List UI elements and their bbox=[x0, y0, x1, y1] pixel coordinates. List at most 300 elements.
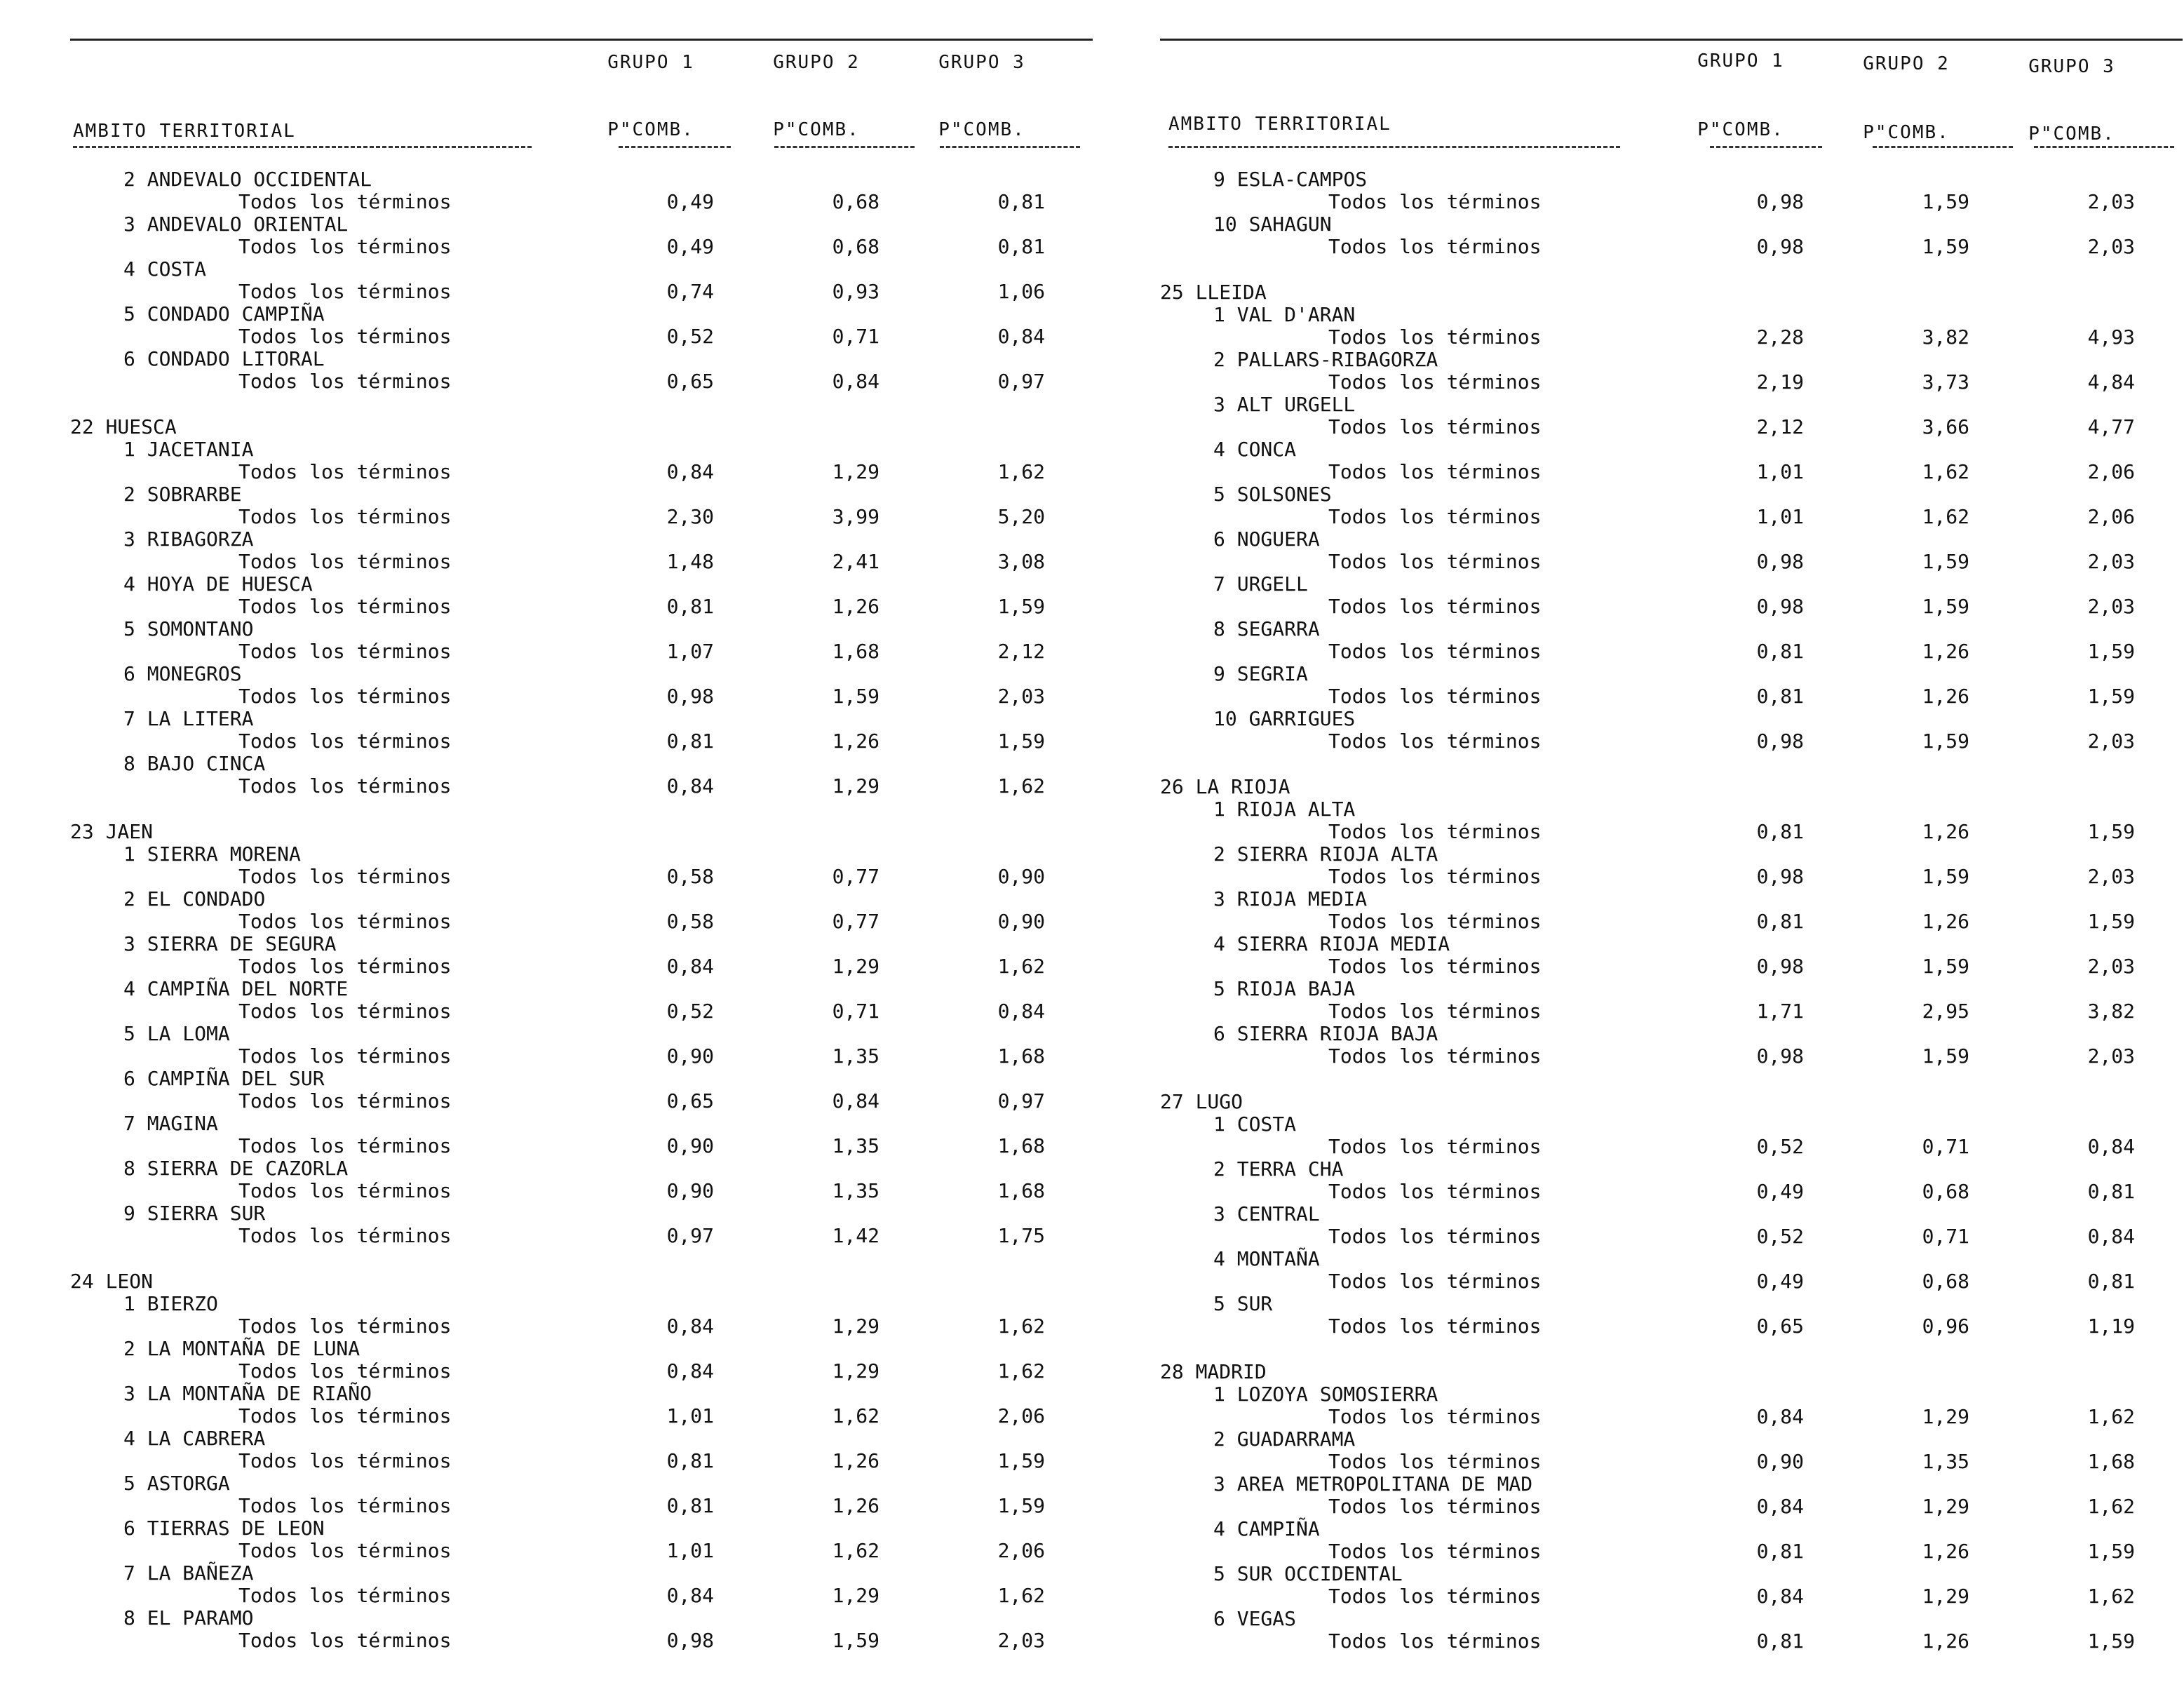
term-label: Todos los términos bbox=[1328, 640, 1542, 663]
comarca-name: 1 RIOJA ALTA bbox=[1213, 798, 1356, 821]
value-grupo-3: 2,03 bbox=[2087, 550, 2135, 573]
value-grupo-1: 0,81 bbox=[666, 730, 714, 753]
value-grupo-2: 2,95 bbox=[1922, 1000, 1969, 1023]
header-pcomb-1: P"COMB. bbox=[1697, 119, 1784, 140]
comarca-name: 2 EL CONDADO bbox=[123, 887, 266, 910]
comarca-row bbox=[1160, 663, 2184, 685]
value-grupo-1: 0,65 bbox=[666, 1089, 714, 1113]
term-row bbox=[1160, 1225, 2184, 1248]
province-name: 26 LA RIOJA bbox=[1160, 775, 1290, 798]
term-row bbox=[70, 236, 1094, 258]
comarca-name: 4 CONCA bbox=[1213, 438, 1297, 461]
term-row bbox=[70, 596, 1094, 618]
term-row bbox=[1160, 1630, 2184, 1653]
value-grupo-2: 1,29 bbox=[832, 774, 879, 798]
term-row bbox=[70, 955, 1094, 978]
comarca-name: 5 CONDADO CAMPIÑA bbox=[123, 302, 325, 325]
value-grupo-3: 4,77 bbox=[2087, 415, 2135, 438]
term-row bbox=[70, 191, 1094, 213]
value-grupo-2: 1,62 bbox=[832, 1404, 879, 1427]
value-grupo-1: 2,28 bbox=[1756, 325, 1804, 349]
comarca-row bbox=[70, 528, 1094, 551]
value-grupo-1: 0,49 bbox=[1756, 1270, 1804, 1293]
value-grupo-3: 2,03 bbox=[2087, 955, 2135, 978]
term-label: Todos los términos bbox=[238, 1449, 452, 1472]
value-grupo-3: 2,12 bbox=[997, 640, 1045, 663]
comarca-name: 2 SIERRA RIOJA ALTA bbox=[1213, 842, 1438, 866]
term-label: Todos los términos bbox=[1328, 730, 1542, 753]
comarca-name: 7 LA BAÑEZA bbox=[123, 1561, 254, 1585]
comarca-row bbox=[70, 978, 1094, 1000]
value-grupo-3: 3,82 bbox=[2087, 1000, 2135, 1023]
comarca-name: 3 LA MONTAÑA DE RIAÑO bbox=[123, 1382, 372, 1405]
term-label: Todos los términos bbox=[238, 1179, 452, 1202]
value-grupo-2: 3,99 bbox=[832, 505, 879, 528]
comarca-row bbox=[1160, 843, 2184, 866]
value-grupo-1: 0,49 bbox=[666, 235, 714, 258]
value-grupo-2: 1,26 bbox=[832, 1449, 879, 1472]
header-grupo-2: GRUPO 2 bbox=[773, 52, 860, 73]
term-row bbox=[70, 1315, 1094, 1338]
province-name: 28 MADRID bbox=[1160, 1360, 1267, 1383]
value-grupo-2: 0,96 bbox=[1922, 1315, 1969, 1338]
value-grupo-3: 0,84 bbox=[2087, 1135, 2135, 1158]
comarca-name: 5 SUR OCCIDENTAL bbox=[1213, 1562, 1403, 1585]
value-grupo-1: 0,81 bbox=[1756, 1629, 1804, 1653]
value-grupo-3: 2,03 bbox=[2087, 190, 2135, 213]
value-grupo-1: 0,49 bbox=[1756, 1180, 1804, 1203]
value-grupo-1: 0,98 bbox=[666, 685, 714, 708]
comarca-name: 8 EL PARAMO bbox=[123, 1606, 254, 1629]
value-grupo-2: 1,29 bbox=[832, 460, 879, 483]
term-label: Todos los términos bbox=[238, 865, 452, 888]
value-grupo-3: 1,68 bbox=[2087, 1450, 2135, 1473]
value-grupo-1: 0,90 bbox=[666, 1134, 714, 1157]
value-grupo-1: 0,58 bbox=[666, 865, 714, 888]
value-grupo-2: 0,77 bbox=[832, 910, 879, 933]
term-row bbox=[1160, 1000, 2184, 1023]
value-grupo-2: 1,26 bbox=[1922, 640, 1969, 663]
value-grupo-2: 1,26 bbox=[1922, 1540, 1969, 1563]
comarca-name: 3 CENTRAL bbox=[1213, 1202, 1320, 1225]
term-label: Todos los términos bbox=[1328, 460, 1542, 483]
comarca-row bbox=[1160, 394, 2184, 416]
value-grupo-3: 1,62 bbox=[2087, 1495, 2135, 1518]
header-dashed-rule bbox=[1873, 146, 2013, 148]
value-grupo-2: 1,26 bbox=[1922, 910, 1969, 933]
value-grupo-3: 1,62 bbox=[997, 955, 1045, 978]
value-grupo-3: 1,62 bbox=[2087, 1405, 2135, 1428]
term-label: Todos los términos bbox=[1328, 865, 1542, 888]
value-grupo-1: 1,01 bbox=[1756, 460, 1804, 483]
province-heading bbox=[70, 416, 1094, 438]
term-label: Todos los términos bbox=[1328, 685, 1542, 708]
value-grupo-3: 1,68 bbox=[997, 1044, 1045, 1068]
term-label: Todos los términos bbox=[238, 640, 452, 663]
value-grupo-3: 3,08 bbox=[997, 550, 1045, 573]
comarca-name: 2 GUADARRAMA bbox=[1213, 1427, 1356, 1451]
comarca-row bbox=[1160, 1428, 2184, 1451]
term-row bbox=[70, 1000, 1094, 1023]
term-label: Todos los términos bbox=[1328, 190, 1542, 213]
value-grupo-3: 2,03 bbox=[997, 685, 1045, 708]
term-label: Todos los términos bbox=[1328, 1495, 1542, 1518]
comarca-row bbox=[70, 1472, 1094, 1495]
term-label: Todos los términos bbox=[1328, 1225, 1542, 1248]
value-grupo-1: 0,84 bbox=[666, 1315, 714, 1338]
term-row bbox=[70, 325, 1094, 348]
value-grupo-1: 1,01 bbox=[1756, 505, 1804, 528]
value-grupo-2: 0,68 bbox=[1922, 1270, 1969, 1293]
comarca-row bbox=[1160, 618, 2184, 640]
comarca-row bbox=[70, 1517, 1094, 1540]
value-grupo-2: 3,73 bbox=[1922, 370, 1969, 394]
value-grupo-3: 2,06 bbox=[997, 1539, 1045, 1562]
header-dashed-rule bbox=[774, 146, 915, 148]
comarca-name: 2 SOBRARBE bbox=[123, 483, 242, 506]
term-label: Todos los términos bbox=[1328, 1450, 1542, 1473]
term-label: Todos los términos bbox=[238, 1044, 452, 1068]
value-grupo-1: 0,74 bbox=[666, 280, 714, 303]
comarca-row bbox=[1160, 349, 2184, 371]
term-label: Todos los términos bbox=[238, 685, 452, 708]
comarca-name: 6 SIERRA RIOJA BAJA bbox=[1213, 1022, 1438, 1045]
term-label: Todos los términos bbox=[238, 955, 452, 978]
term-label: Todos los términos bbox=[238, 1539, 452, 1562]
value-grupo-2: 1,59 bbox=[1922, 865, 1969, 888]
term-row bbox=[1160, 821, 2184, 843]
term-label: Todos los términos bbox=[1328, 1270, 1542, 1293]
term-row bbox=[70, 1495, 1094, 1517]
header-grupo-1: GRUPO 1 bbox=[607, 52, 694, 73]
value-grupo-1: 2,12 bbox=[1756, 415, 1804, 438]
term-label: Todos los términos bbox=[1328, 550, 1542, 573]
value-grupo-2: 1,29 bbox=[832, 1359, 879, 1383]
term-label: Todos los términos bbox=[238, 325, 452, 348]
comarca-name: 1 JACETANIA bbox=[123, 438, 254, 461]
value-grupo-2: 1,35 bbox=[832, 1134, 879, 1157]
comarca-row bbox=[70, 303, 1094, 325]
value-grupo-3: 1,59 bbox=[2087, 1540, 2135, 1563]
comarca-name: 8 SEGARRA bbox=[1213, 617, 1320, 640]
comarca-name: 2 LA MONTAÑA DE LUNA bbox=[123, 1337, 360, 1360]
value-grupo-2: 1,59 bbox=[1922, 190, 1969, 213]
province-name: 25 LLEIDA bbox=[1160, 281, 1267, 304]
term-label: Todos los términos bbox=[1328, 1315, 1542, 1338]
value-grupo-1: 0,98 bbox=[1756, 730, 1804, 753]
page-left bbox=[70, 0, 1094, 1687]
term-row bbox=[1160, 640, 2184, 663]
term-label: Todos los términos bbox=[1328, 1585, 1542, 1608]
comarca-name: 7 URGELL bbox=[1213, 572, 1308, 596]
comarca-name: 7 LA LITERA bbox=[123, 707, 254, 730]
value-grupo-1: 1,01 bbox=[666, 1539, 714, 1562]
term-label: Todos los términos bbox=[238, 1224, 452, 1247]
term-row bbox=[1160, 191, 2184, 213]
value-grupo-2: 1,68 bbox=[832, 640, 879, 663]
value-grupo-2: 3,82 bbox=[1922, 325, 1969, 349]
value-grupo-3: 0,90 bbox=[997, 865, 1045, 888]
comarca-row bbox=[1160, 933, 2184, 955]
value-grupo-3: 1,59 bbox=[997, 730, 1045, 753]
value-grupo-3: 4,93 bbox=[2087, 325, 2135, 349]
comarca-row bbox=[70, 1338, 1094, 1360]
term-row bbox=[70, 1180, 1094, 1202]
term-row bbox=[1160, 1406, 2184, 1428]
comarca-name: 6 NOGUERA bbox=[1213, 527, 1320, 551]
header-dashed-rule bbox=[619, 146, 731, 148]
term-row bbox=[70, 775, 1094, 798]
value-grupo-3: 1,59 bbox=[2087, 820, 2135, 843]
value-grupo-1: 0,84 bbox=[666, 1584, 714, 1607]
comarca-name: 6 TIERRAS DE LEON bbox=[123, 1517, 325, 1540]
value-grupo-1: 0,98 bbox=[666, 1629, 714, 1652]
value-grupo-3: 2,06 bbox=[2087, 505, 2135, 528]
term-row bbox=[1160, 1045, 2184, 1068]
term-label: Todos los términos bbox=[238, 595, 452, 618]
value-grupo-2: 1,29 bbox=[1922, 1405, 1969, 1428]
comarca-row bbox=[1160, 1563, 2184, 1585]
term-row bbox=[70, 640, 1094, 663]
comarca-name: 1 COSTA bbox=[1213, 1113, 1297, 1136]
comarca-row bbox=[70, 618, 1094, 640]
value-grupo-1: 0,84 bbox=[1756, 1585, 1804, 1608]
value-grupo-2: 1,26 bbox=[832, 730, 879, 753]
value-grupo-2: 0,93 bbox=[832, 280, 879, 303]
value-grupo-1: 0,84 bbox=[666, 774, 714, 798]
value-grupo-2: 1,35 bbox=[832, 1179, 879, 1202]
term-row bbox=[70, 461, 1094, 483]
header-pcomb-3: P"COMB. bbox=[2028, 123, 2115, 144]
comarca-name: 5 SOMONTANO bbox=[123, 617, 254, 640]
comarca-name: 3 AREA METROPOLITANA DE MAD bbox=[1213, 1472, 1533, 1496]
page-right bbox=[1160, 0, 2184, 1687]
value-grupo-3: 2,03 bbox=[2087, 865, 2135, 888]
value-grupo-3: 1,59 bbox=[2087, 640, 2135, 663]
comarca-row bbox=[70, 1113, 1094, 1135]
value-grupo-3: 4,84 bbox=[2087, 370, 2135, 394]
comarca-name: 6 MONEGROS bbox=[123, 662, 242, 685]
term-label: Todos los términos bbox=[238, 505, 452, 528]
value-grupo-2: 0,84 bbox=[832, 370, 879, 393]
value-grupo-2: 1,35 bbox=[1922, 1450, 1969, 1473]
term-row bbox=[1160, 1136, 2184, 1158]
comarca-row bbox=[1160, 1608, 2184, 1630]
comarca-row bbox=[1160, 888, 2184, 910]
value-grupo-2: 1,29 bbox=[832, 955, 879, 978]
data-rows bbox=[1160, 168, 2184, 1653]
value-grupo-1: 0,98 bbox=[1756, 955, 1804, 978]
data-rows bbox=[70, 168, 1094, 1652]
value-grupo-2: 2,41 bbox=[832, 550, 879, 573]
comarca-name: 10 SAHAGUN bbox=[1213, 213, 1332, 236]
comarca-name: 8 BAJO CINCA bbox=[123, 752, 266, 775]
term-row bbox=[1160, 1315, 2184, 1338]
header-pcomb-2: P"COMB. bbox=[773, 119, 860, 140]
comarca-name: 6 VEGAS bbox=[1213, 1607, 1297, 1630]
header-grupo-3: GRUPO 3 bbox=[2028, 56, 2115, 77]
comarca-row bbox=[1160, 708, 2184, 730]
comarca-name: 5 SUR bbox=[1213, 1292, 1273, 1315]
term-label: Todos los términos bbox=[1328, 1135, 1542, 1158]
value-grupo-3: 2,03 bbox=[2087, 595, 2135, 618]
row-spacer bbox=[70, 1247, 1094, 1270]
value-grupo-1: 0,84 bbox=[1756, 1405, 1804, 1428]
comarca-row bbox=[1160, 798, 2184, 821]
value-grupo-1: 0,98 bbox=[1756, 190, 1804, 213]
value-grupo-1: 0,84 bbox=[666, 460, 714, 483]
comarca-row bbox=[1160, 978, 2184, 1000]
value-grupo-1: 0,52 bbox=[666, 1000, 714, 1023]
value-grupo-1: 0,90 bbox=[1756, 1450, 1804, 1473]
comarca-row bbox=[70, 1562, 1094, 1585]
term-row bbox=[1160, 1540, 2184, 1563]
comarca-row bbox=[1160, 1248, 2184, 1270]
value-grupo-2: 1,29 bbox=[1922, 1585, 1969, 1608]
comarca-row bbox=[1160, 304, 2184, 326]
comarca-row bbox=[70, 573, 1094, 596]
comarca-name: 3 RIOJA MEDIA bbox=[1213, 887, 1368, 910]
value-grupo-3: 1,59 bbox=[997, 1449, 1045, 1472]
value-grupo-1: 0,52 bbox=[666, 325, 714, 348]
comarca-name: 4 CAMPIÑA DEL NORTE bbox=[123, 977, 349, 1000]
header-pcomb-2: P"COMB. bbox=[1863, 122, 1950, 143]
term-row bbox=[70, 506, 1094, 528]
comarca-row bbox=[70, 663, 1094, 685]
comarca-row bbox=[1160, 1293, 2184, 1315]
row-spacer bbox=[1160, 753, 2184, 776]
comarca-row bbox=[70, 1383, 1094, 1405]
value-grupo-1: 1,48 bbox=[666, 550, 714, 573]
value-grupo-2: 1,59 bbox=[832, 1629, 879, 1652]
comarca-row bbox=[1160, 1113, 2184, 1136]
value-grupo-1: 0,84 bbox=[1756, 1495, 1804, 1518]
comarca-row bbox=[70, 213, 1094, 236]
value-grupo-2: 1,26 bbox=[832, 1494, 879, 1517]
value-grupo-3: 2,03 bbox=[2087, 730, 2135, 753]
value-grupo-3: 1,62 bbox=[997, 1584, 1045, 1607]
comarca-row bbox=[70, 258, 1094, 281]
term-label: Todos los términos bbox=[238, 280, 452, 303]
comarca-row bbox=[1160, 483, 2184, 506]
value-grupo-2: 1,62 bbox=[1922, 505, 1969, 528]
header-dashed-rule bbox=[1168, 146, 1620, 148]
value-grupo-3: 1,06 bbox=[997, 280, 1045, 303]
term-label: Todos los términos bbox=[1328, 325, 1542, 349]
comarca-row bbox=[70, 438, 1094, 461]
term-label: Todos los términos bbox=[1328, 1180, 1542, 1203]
value-grupo-3: 2,06 bbox=[2087, 460, 2135, 483]
value-grupo-1: 0,81 bbox=[1756, 685, 1804, 708]
value-grupo-3: 1,68 bbox=[997, 1179, 1045, 1202]
comarca-name: 4 COSTA bbox=[123, 257, 207, 281]
comarca-row bbox=[1160, 1518, 2184, 1540]
header-pcomb-1: P"COMB. bbox=[607, 119, 694, 140]
value-grupo-1: 1,07 bbox=[666, 640, 714, 663]
comarca-row bbox=[70, 1023, 1094, 1045]
value-grupo-3: 5,20 bbox=[997, 505, 1045, 528]
value-grupo-2: 0,68 bbox=[832, 235, 879, 258]
term-row bbox=[70, 1540, 1094, 1562]
term-row bbox=[1160, 461, 2184, 483]
value-grupo-3: 0,97 bbox=[997, 1089, 1045, 1113]
comarca-row bbox=[70, 933, 1094, 955]
comarca-row bbox=[70, 483, 1094, 506]
comarca-name: 5 ASTORGA bbox=[123, 1472, 230, 1495]
value-grupo-2: 1,26 bbox=[1922, 820, 1969, 843]
term-label: Todos los términos bbox=[1328, 370, 1542, 394]
comarca-row bbox=[1160, 1158, 2184, 1181]
value-grupo-3: 1,62 bbox=[997, 774, 1045, 798]
comarca-name: 9 ESLA-CAMPOS bbox=[1213, 168, 1368, 191]
comarca-row bbox=[1160, 1383, 2184, 1406]
comarca-name: 5 SOLSONES bbox=[1213, 483, 1332, 506]
term-row bbox=[1160, 685, 2184, 708]
province-name: 27 LUGO bbox=[1160, 1090, 1243, 1113]
comarca-name: 3 RIBAGORZA bbox=[123, 527, 254, 551]
term-row bbox=[70, 1090, 1094, 1113]
province-heading bbox=[70, 821, 1094, 843]
value-grupo-2: 1,42 bbox=[832, 1224, 879, 1247]
value-grupo-1: 0,52 bbox=[1756, 1135, 1804, 1158]
value-grupo-2: 1,26 bbox=[832, 595, 879, 618]
value-grupo-3: 2,06 bbox=[997, 1404, 1045, 1427]
value-grupo-3: 2,03 bbox=[2087, 1044, 2135, 1068]
header-dashed-rule bbox=[2034, 146, 2174, 148]
value-grupo-2: 1,35 bbox=[832, 1044, 879, 1068]
comarca-name: 10 GARRIGUES bbox=[1213, 707, 1356, 730]
term-row bbox=[1160, 596, 2184, 618]
value-grupo-2: 1,59 bbox=[1922, 955, 1969, 978]
term-row bbox=[70, 1450, 1094, 1472]
comarca-name: 1 SIERRA MORENA bbox=[123, 842, 301, 866]
value-grupo-1: 0,65 bbox=[666, 370, 714, 393]
term-label: Todos los términos bbox=[1328, 1405, 1542, 1428]
comarca-row bbox=[70, 348, 1094, 370]
comarca-row bbox=[70, 1157, 1094, 1180]
term-row bbox=[1160, 910, 2184, 933]
term-label: Todos los términos bbox=[1328, 1540, 1542, 1563]
comarca-name: 2 ANDEVALO OCCIDENTAL bbox=[123, 168, 372, 191]
value-grupo-1: 0,81 bbox=[1756, 1540, 1804, 1563]
term-label: Todos los términos bbox=[238, 460, 452, 483]
value-grupo-1: 1,71 bbox=[1756, 1000, 1804, 1023]
term-row bbox=[1160, 236, 2184, 258]
comarca-name: 3 ALT URGELL bbox=[1213, 393, 1356, 416]
term-label: Todos los términos bbox=[238, 1089, 452, 1113]
value-grupo-3: 1,59 bbox=[997, 1494, 1045, 1517]
province-heading bbox=[1160, 281, 2184, 304]
term-row bbox=[70, 685, 1094, 708]
comarca-row bbox=[1160, 1473, 2184, 1496]
top-rule bbox=[1160, 39, 2183, 41]
term-row bbox=[70, 281, 1094, 303]
term-label: Todos los términos bbox=[238, 1000, 452, 1023]
term-row bbox=[70, 1585, 1094, 1607]
comarca-name: 4 LA CABRERA bbox=[123, 1427, 266, 1450]
comarca-row bbox=[70, 888, 1094, 910]
comarca-name: 4 MONTAÑA bbox=[1213, 1247, 1320, 1270]
term-row bbox=[70, 370, 1094, 393]
value-grupo-2: 0,77 bbox=[832, 865, 879, 888]
value-grupo-1: 0,52 bbox=[1756, 1225, 1804, 1248]
term-label: Todos los términos bbox=[238, 1404, 452, 1427]
value-grupo-1: 0,65 bbox=[1756, 1315, 1804, 1338]
value-grupo-3: 1,62 bbox=[997, 1315, 1045, 1338]
term-row bbox=[70, 1360, 1094, 1383]
term-row bbox=[1160, 1270, 2184, 1293]
value-grupo-3: 1,59 bbox=[2087, 1629, 2135, 1653]
